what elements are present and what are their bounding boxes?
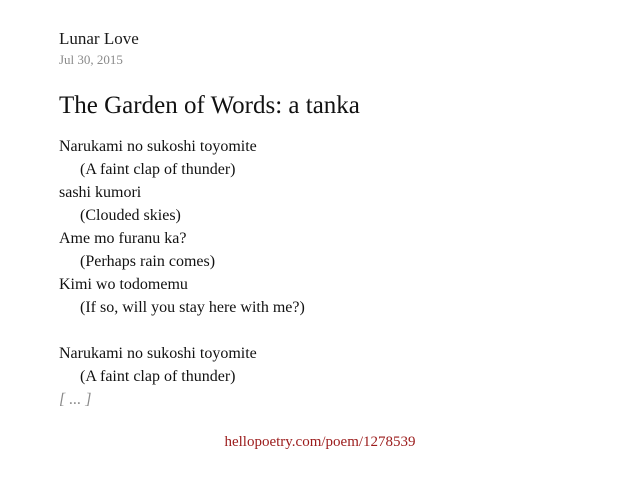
- poem-line: Kimi wo todomemu: [59, 276, 188, 293]
- poem-title: The Garden of Words: a tanka: [59, 92, 360, 119]
- poem-line-translation: (A faint clap of thunder): [80, 161, 236, 178]
- stanza-break: [59, 319, 599, 342]
- poem-line-translation: (Clouded skies): [80, 207, 181, 224]
- poem-date: Jul 30, 2015: [59, 52, 123, 67]
- poem-line-translation: (If so, will you stay here with me?): [80, 299, 305, 316]
- poem-line: Narukami no sukoshi toyomite: [59, 345, 257, 362]
- poem-author[interactable]: Lunar Love: [59, 29, 139, 48]
- poem-line: sashi kumori: [59, 184, 142, 201]
- poem-line: Narukami no sukoshi toyomite: [59, 138, 257, 155]
- poem-line: Ame mo furanu ka?: [59, 230, 187, 247]
- poem-line-translation: (A faint clap of thunder): [80, 368, 236, 385]
- poem-body: [59, 135, 599, 411]
- truncation-marker: [ ... ]: [59, 391, 92, 408]
- poem-source-link[interactable]: hellopoetry.com/poem/1278539: [224, 434, 416, 450]
- poem-line-translation: (Perhaps rain comes): [80, 253, 216, 270]
